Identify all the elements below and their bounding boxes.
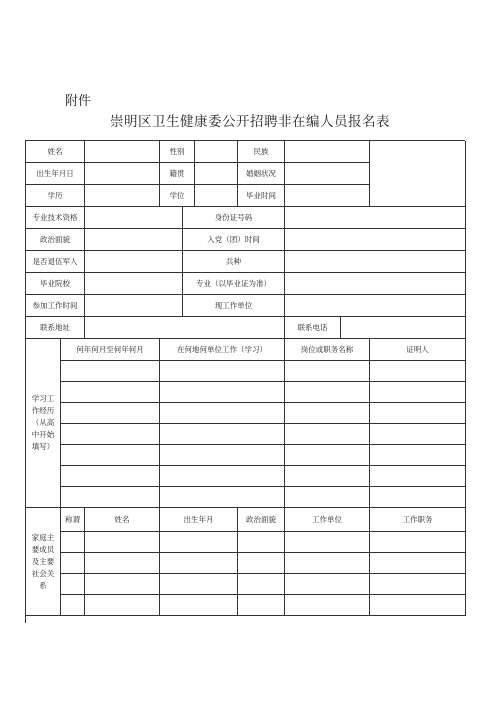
exp-row-7-position[interactable] [285, 487, 370, 508]
exp-row-4-position[interactable] [285, 424, 370, 445]
exp-row-5-position[interactable] [285, 445, 370, 466]
value-gender[interactable] [195, 141, 238, 163]
exp-header-witness: 证明人 [370, 339, 466, 361]
experience-label-text: 学习工作经历（从高中开始填写） [31, 394, 55, 451]
exp-row-2-unit[interactable] [160, 382, 285, 403]
exp-row-6-position[interactable] [285, 466, 370, 487]
exp-row-4-witness[interactable] [370, 424, 466, 445]
fam-row-3-relation[interactable] [61, 574, 85, 595]
exp-row-2-period[interactable] [61, 382, 160, 403]
fam-row-1-name[interactable] [85, 532, 160, 553]
fam-header-employer: 工作单位 [285, 508, 370, 532]
label-gender: 性别 [160, 141, 195, 163]
exp-row-4-period[interactable] [61, 424, 160, 445]
registration-form [25, 140, 465, 623]
family-section-label [26, 508, 61, 616]
label-graduate-school: 毕业院校 [26, 273, 85, 295]
photo-box[interactable] [370, 141, 466, 207]
value-id-number[interactable] [285, 207, 466, 229]
label-id-number: 身份证号码 [183, 207, 285, 229]
fam-header-duty: 工作职务 [370, 508, 466, 532]
exp-row-1-witness[interactable] [370, 361, 466, 382]
exp-row-5-unit[interactable] [160, 445, 285, 466]
label-professional-qualification: 专业技术资格 [26, 207, 85, 229]
fam-row-2-political[interactable] [238, 553, 285, 574]
experience-section-label [26, 339, 61, 508]
exp-row-3-witness[interactable] [370, 403, 466, 424]
exp-row-1-period[interactable] [61, 361, 160, 382]
exp-row-5-witness[interactable] [370, 445, 466, 466]
value-ethnicity[interactable] [285, 141, 370, 163]
fam-row-3-political[interactable] [238, 574, 285, 595]
fam-header-birth: 出生年月 [160, 508, 238, 532]
fam-row-1-duty[interactable] [370, 532, 466, 553]
value-name[interactable] [85, 141, 160, 163]
exp-row-5-period[interactable] [61, 445, 160, 466]
exp-row-7-period[interactable] [61, 487, 160, 508]
label-degree: 学位 [160, 185, 195, 207]
value-party-join-time[interactable] [285, 229, 466, 251]
fam-header-name: 姓名 [85, 508, 160, 532]
fam-row-1-relation[interactable] [61, 532, 85, 553]
attachment-label: 附件 [65, 94, 92, 109]
label-major: 专业（以毕业证为准） [183, 273, 285, 295]
fam-row-1-political[interactable] [238, 532, 285, 553]
exp-row-6-unit[interactable] [160, 466, 285, 487]
value-birth-date[interactable] [85, 163, 160, 185]
value-address[interactable] [85, 317, 285, 339]
label-current-employer: 现工作单位 [183, 295, 285, 317]
fam-row-4-duty[interactable] [370, 595, 466, 616]
label-address: 联系地址 [26, 317, 85, 339]
value-veteran[interactable] [85, 251, 183, 273]
form-title: 崇明区卫生健康委公开招聘非在编人员报名表 [110, 114, 390, 130]
label-political-status: 政治面貌 [26, 229, 85, 251]
exp-row-1-unit[interactable] [160, 361, 285, 382]
exp-row-1-position[interactable] [285, 361, 370, 382]
value-political-status[interactable] [85, 229, 183, 251]
value-graduation-time[interactable] [285, 185, 370, 207]
fam-row-4-employer[interactable] [285, 595, 370, 616]
fam-row-3-name[interactable] [85, 574, 160, 595]
label-party-join-time: 入党（团）时间 [183, 229, 285, 251]
label-work-start-time: 参加工作时间 [26, 295, 85, 317]
value-military-branch[interactable] [285, 251, 466, 273]
label-military-branch: 兵种 [183, 251, 285, 273]
fam-row-1-employer[interactable] [285, 532, 370, 553]
exp-header-position: 岗位或职务名称 [285, 339, 370, 361]
fam-row-2-birth[interactable] [160, 553, 238, 574]
label-native-place: 籍贯 [160, 163, 195, 185]
label-name: 姓名 [26, 141, 85, 163]
value-major[interactable] [285, 273, 466, 295]
label-veteran: 是否退伍军人 [26, 251, 85, 273]
label-education: 学历 [26, 185, 85, 207]
fam-row-4-relation[interactable] [61, 595, 85, 616]
exp-row-4-unit[interactable] [160, 424, 285, 445]
exp-row-7-witness[interactable] [370, 487, 466, 508]
value-current-employer[interactable] [285, 295, 466, 317]
fam-row-3-duty[interactable] [370, 574, 466, 595]
exp-row-6-witness[interactable] [370, 466, 466, 487]
label-ethnicity: 民族 [238, 141, 285, 163]
value-marital-status[interactable] [285, 163, 370, 185]
value-phone[interactable] [341, 317, 466, 339]
fam-row-4-name[interactable] [85, 595, 160, 616]
fam-row-2-employer[interactable] [285, 553, 370, 574]
value-work-start-time[interactable] [85, 295, 183, 317]
fam-row-2-duty[interactable] [370, 553, 466, 574]
fam-header-political: 政治面貌 [238, 508, 285, 532]
label-graduation-time: 毕业时间 [238, 185, 285, 207]
fam-row-4-birth[interactable] [160, 595, 238, 616]
exp-row-2-witness[interactable] [370, 382, 466, 403]
label-phone: 联系电话 [285, 317, 341, 339]
fam-row-3-employer[interactable] [285, 574, 370, 595]
label-marital-status: 婚姻状况 [238, 163, 285, 185]
value-degree[interactable] [195, 185, 238, 207]
label-birth-date: 出生年月日 [26, 163, 85, 185]
exp-row-2-position[interactable] [285, 382, 370, 403]
exp-row-6-period[interactable] [61, 466, 160, 487]
value-education[interactable] [85, 185, 160, 207]
value-professional-qualification[interactable] [85, 207, 183, 229]
fam-header-relation: 称谓 [61, 508, 85, 532]
value-graduate-school[interactable] [85, 273, 183, 295]
fam-row-3-birth[interactable] [160, 574, 238, 595]
fam-row-2-relation[interactable] [61, 553, 85, 574]
exp-row-3-unit[interactable] [160, 403, 285, 424]
fam-row-4-political[interactable] [238, 595, 285, 616]
exp-row-3-period[interactable] [61, 403, 160, 424]
exp-header-unit: 在何地何单位工作（学习） [160, 339, 285, 361]
exp-row-3-position[interactable] [285, 403, 370, 424]
fam-row-1-birth[interactable] [160, 532, 238, 553]
fam-row-2-name[interactable] [85, 553, 160, 574]
exp-row-7-unit[interactable] [160, 487, 285, 508]
value-native-place[interactable] [195, 163, 238, 185]
exp-header-period: 何年何月至何年何月 [61, 339, 160, 361]
family-label-text: 家庭主要成员及主要社会关系 [31, 532, 55, 590]
